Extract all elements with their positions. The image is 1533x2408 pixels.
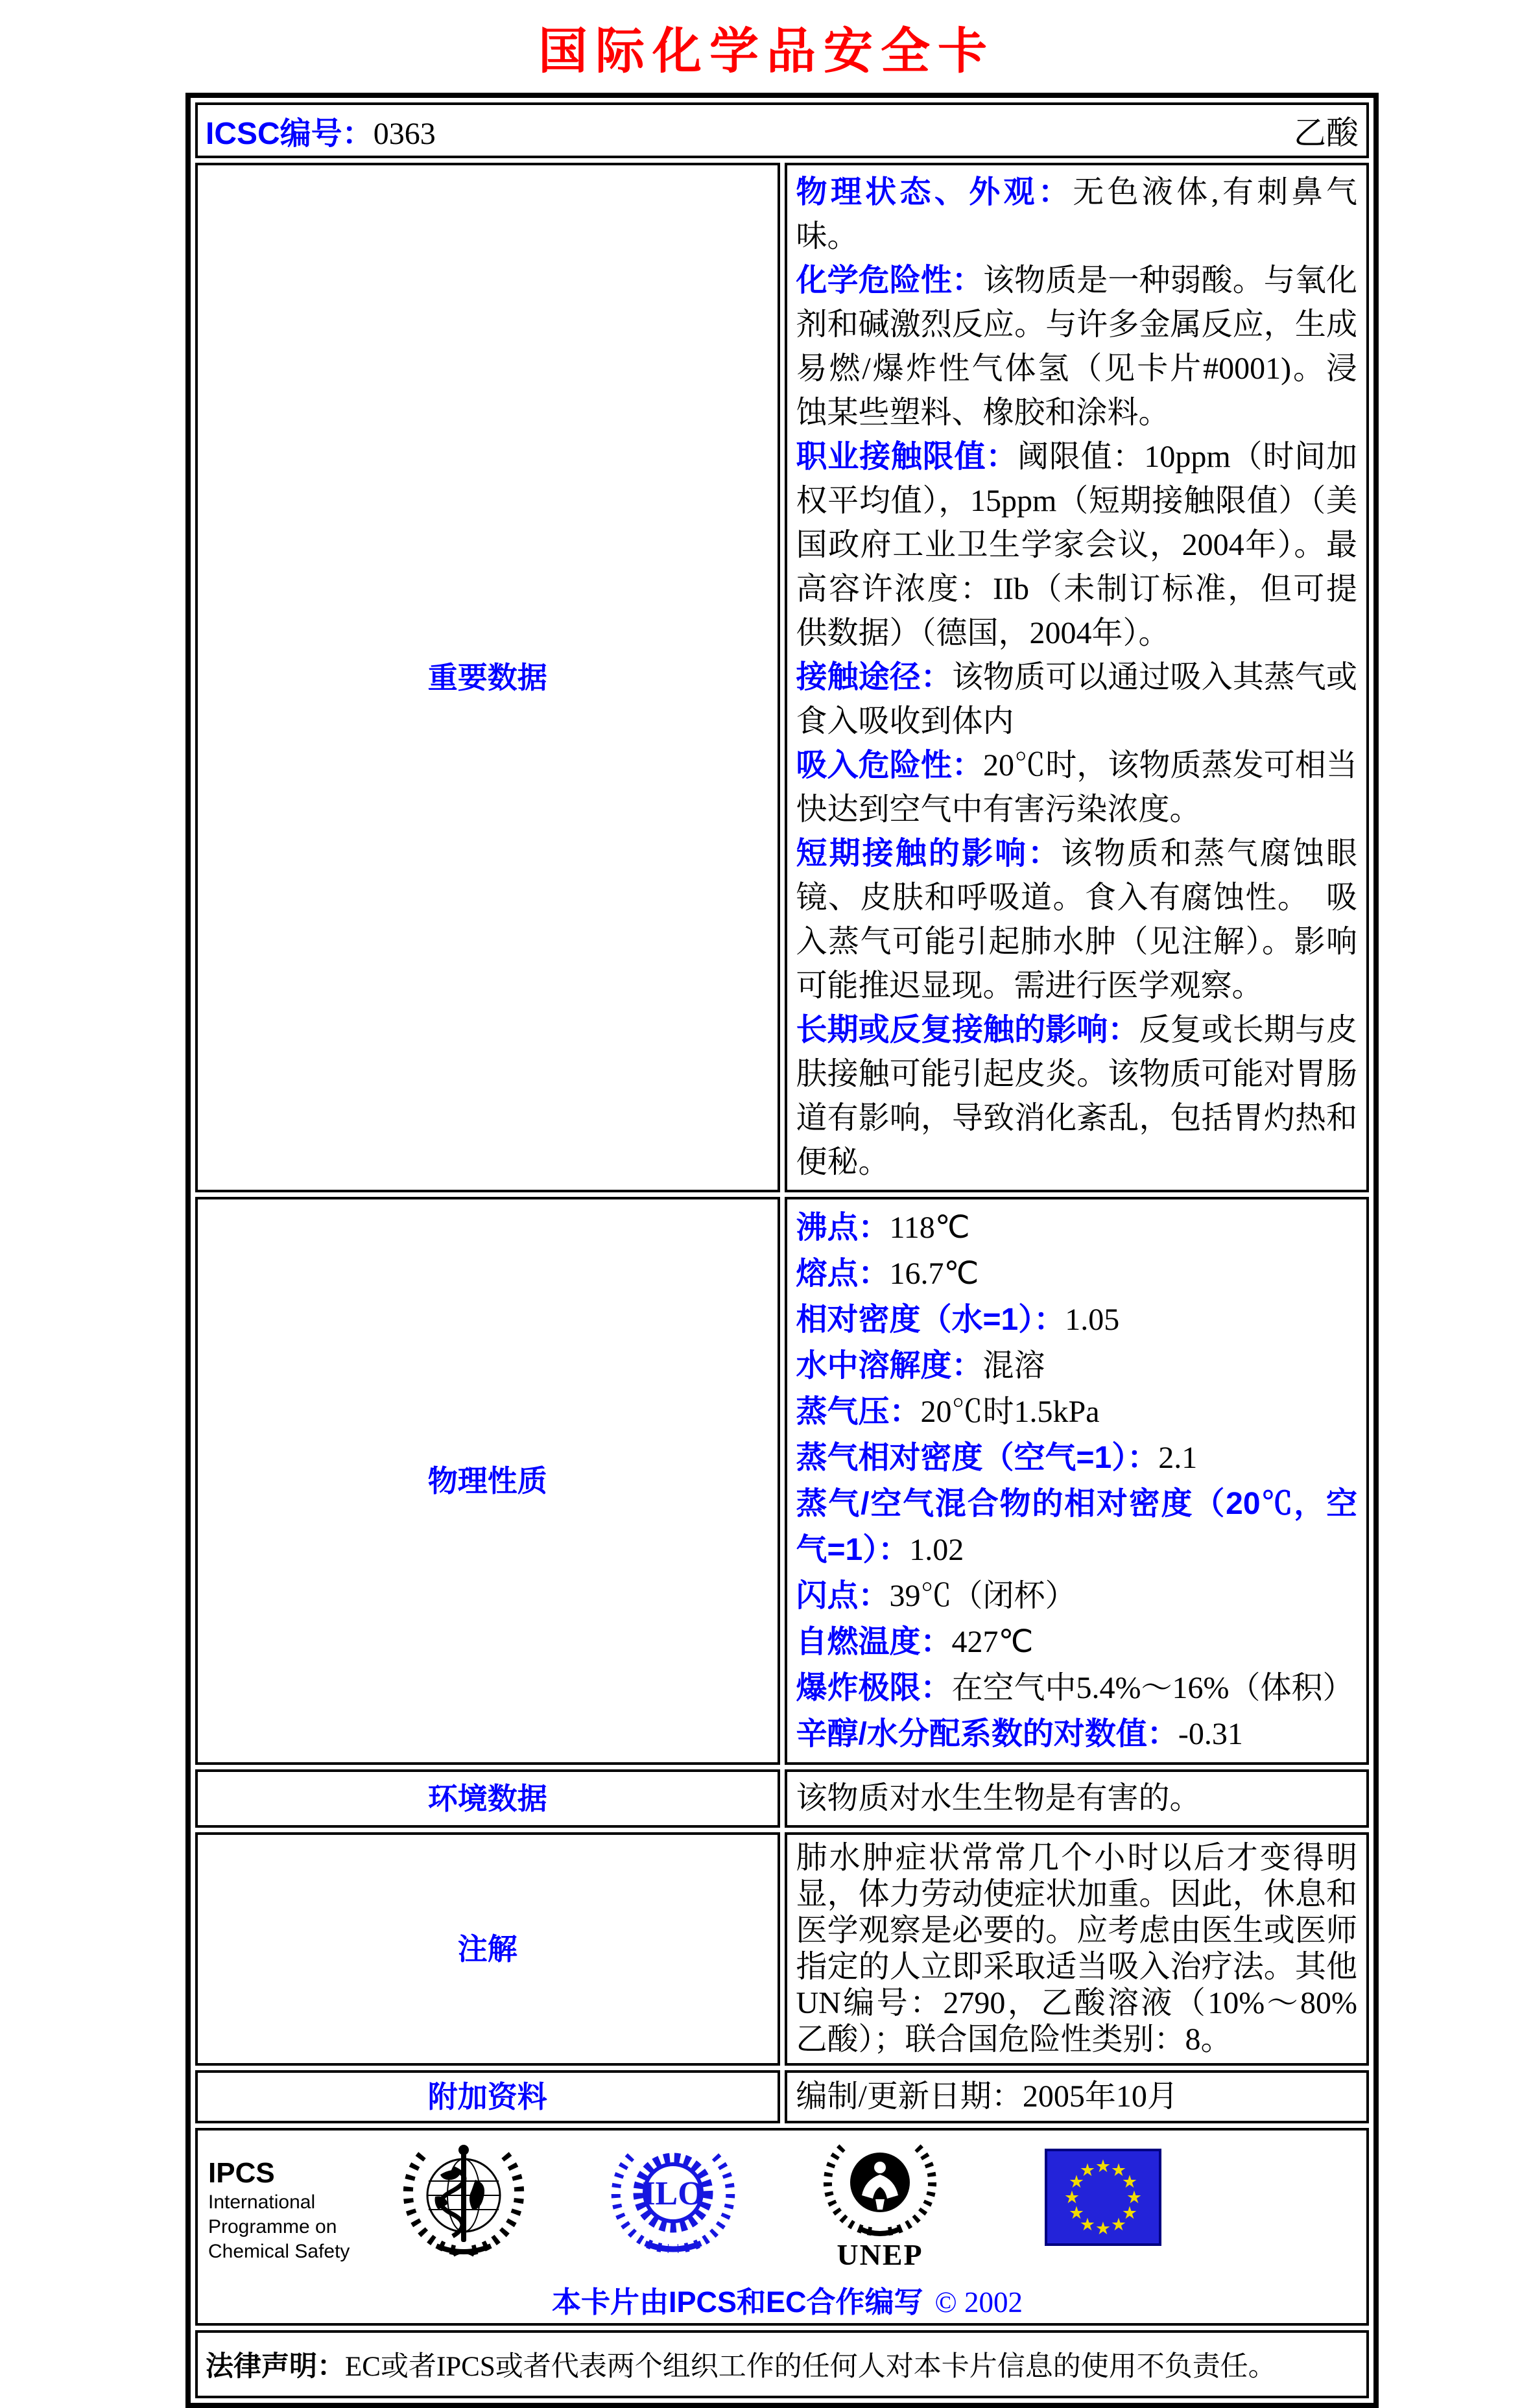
ilo-emblem-icon bbox=[612, 2134, 735, 2260]
who-emblem-icon bbox=[399, 2134, 529, 2265]
notes-row bbox=[195, 1832, 1369, 2066]
item-label: 短期接触的影响： bbox=[796, 836, 1062, 871]
svg-text:★: ★ bbox=[1095, 2156, 1111, 2177]
item-label: 化学危险性： bbox=[796, 263, 984, 298]
property-line bbox=[796, 1389, 1358, 1435]
unep-emblem-icon bbox=[824, 2134, 936, 2272]
property-label: 辛醇/水分配系数的对数值： bbox=[796, 1717, 1178, 1751]
important-item bbox=[796, 832, 1358, 1008]
item-label: 接触途径： bbox=[796, 660, 952, 694]
ipcs-subtitle-line: Programme on bbox=[208, 2216, 337, 2237]
legal-label: 法律声明： bbox=[206, 2351, 345, 2382]
cooperation-caption bbox=[208, 2278, 1366, 2320]
physical-properties-row bbox=[195, 1197, 1369, 1765]
section-label-important-data: 重要数据 bbox=[195, 163, 780, 1192]
environmental-data-row bbox=[195, 1769, 1369, 1828]
item-text: 该物质和蒸气腐蚀眼镜、皮肤和呼吸道。食入有腐蚀性。 吸入蒸气可能引起肺水肿（见注解）。影响可能推迟显现。需进行医学观察。 bbox=[796, 836, 1357, 1003]
update-date-label: 编制/更新日期： bbox=[796, 2079, 1023, 2114]
legal-row bbox=[195, 2330, 1369, 2398]
property-line bbox=[796, 1711, 1358, 1757]
ipcs-text-block bbox=[208, 2134, 394, 2264]
important-item bbox=[796, 744, 1358, 832]
property-line bbox=[796, 1573, 1358, 1619]
item-text: 20℃时，该物质蒸发可相当快达到空气中有害污染浓度。 bbox=[796, 748, 1357, 827]
important-data-content bbox=[785, 163, 1370, 1192]
svg-text:★: ★ bbox=[1110, 2215, 1127, 2235]
property-value: 16.7℃ bbox=[889, 1257, 979, 1291]
update-date-value: 2005年10月 bbox=[1022, 2079, 1178, 2114]
property-label: 自燃温度： bbox=[796, 1625, 952, 1659]
important-item bbox=[796, 259, 1358, 435]
property-value: 20℃时1.5kPa bbox=[920, 1395, 1100, 1429]
page-title: 国际化学品安全卡 bbox=[538, 24, 995, 79]
icsc-card-table bbox=[185, 93, 1379, 2408]
logos-row bbox=[195, 2128, 1369, 2326]
notes-text: 肺水肿症状常常几个小时以后才变得明显，体力劳动使症状加重。因此，休息和医学观察是必要的。应考虑由医生或医师指定的人立即采取适当吸入治疗法。其他UN编号：2790，乙酸溶液（10%～80%乙酸）；联合国危险性类别：8。 bbox=[796, 1841, 1357, 2057]
svg-text:★: ★ bbox=[1126, 2188, 1143, 2208]
property-line bbox=[796, 1481, 1358, 1573]
icsc-number-label: ICSC编号： bbox=[206, 116, 374, 151]
property-label: 熔点： bbox=[796, 1257, 890, 1291]
property-line bbox=[796, 1251, 1358, 1297]
svg-text:★: ★ bbox=[1079, 2215, 1096, 2235]
item-label: 吸入危险性： bbox=[796, 748, 984, 783]
item-label: 长期或反复接触的影响： bbox=[796, 1013, 1139, 1047]
environmental-data-content bbox=[785, 1769, 1370, 1828]
header-cell bbox=[195, 102, 1369, 158]
property-line bbox=[796, 1343, 1358, 1389]
property-value: 427℃ bbox=[951, 1625, 1034, 1659]
property-label: 爆炸极限： bbox=[796, 1671, 952, 1705]
environmental-text: 该物质对水生生物是有害的。 bbox=[796, 1781, 1201, 1815]
important-item bbox=[796, 1008, 1358, 1185]
svg-text:★: ★ bbox=[1064, 2188, 1080, 2208]
svg-text:★: ★ bbox=[1068, 2172, 1085, 2192]
property-value: 在空气中5.4%～16%（体积） bbox=[951, 1671, 1354, 1705]
property-value: 1.02 bbox=[909, 1533, 964, 1567]
property-value: 39℃（闭杯） bbox=[889, 1579, 1076, 1613]
svg-text:★: ★ bbox=[1121, 2172, 1138, 2192]
legal-cell bbox=[195, 2330, 1369, 2398]
property-label: 相对密度（水=1）： bbox=[796, 1303, 1065, 1337]
logos-cell bbox=[195, 2128, 1369, 2326]
important-item bbox=[796, 435, 1358, 655]
ipcs-subtitle-line: International bbox=[208, 2191, 316, 2213]
icsc-number-group bbox=[206, 108, 436, 153]
property-label: 沸点： bbox=[796, 1210, 890, 1245]
important-data-row bbox=[195, 163, 1369, 1192]
property-label: 蒸气/空气混合物的相对密度（20℃，空气=1）： bbox=[796, 1487, 1357, 1567]
svg-text:★: ★ bbox=[1079, 2160, 1096, 2180]
additional-info-line bbox=[796, 2078, 1358, 2116]
property-label: 闪点： bbox=[796, 1579, 890, 1613]
property-value: 118℃ bbox=[889, 1210, 970, 1245]
property-line bbox=[796, 1205, 1358, 1251]
additional-info-row bbox=[195, 2070, 1369, 2123]
property-line bbox=[796, 1435, 1358, 1481]
important-item bbox=[796, 171, 1358, 259]
property-value: 1.05 bbox=[1065, 1303, 1120, 1337]
unep-label: UNEP bbox=[837, 2238, 923, 2271]
header-row bbox=[195, 102, 1369, 158]
ipcs-title: IPCS bbox=[208, 2157, 275, 2189]
caption-text: 本卡片由IPCS和EC合作编写 bbox=[552, 2285, 923, 2319]
additional-info-content bbox=[785, 2070, 1370, 2123]
property-value: 2.1 bbox=[1158, 1441, 1198, 1475]
property-line bbox=[796, 1619, 1358, 1665]
section-label-notes: 注解 bbox=[195, 1832, 780, 2066]
property-line bbox=[796, 1297, 1358, 1343]
notes-content bbox=[785, 1832, 1370, 2066]
item-label: 物理状态、外观： bbox=[796, 175, 1073, 209]
section-label-environmental-data: 环境数据 bbox=[195, 1769, 780, 1828]
copyright-text: © 2002 bbox=[934, 2286, 1023, 2319]
important-item bbox=[796, 655, 1358, 744]
item-label: 职业接触限值： bbox=[796, 440, 1018, 474]
legal-text: EC或者IPCS或者代表两个组织工作的任何人对本卡片信息的使用不负责任。 bbox=[345, 2352, 1276, 2382]
item-text: 无色液体,有刺鼻气味。 bbox=[796, 175, 1357, 254]
svg-text:★: ★ bbox=[1068, 2203, 1085, 2223]
property-label: 蒸气压： bbox=[796, 1395, 921, 1429]
chemical-name: 乙酸 bbox=[1294, 115, 1359, 151]
property-label: 蒸气相对密度（空气=1）： bbox=[796, 1441, 1159, 1475]
icsc-number-value: 0363 bbox=[373, 116, 436, 151]
property-value: 混溶 bbox=[982, 1349, 1045, 1383]
svg-text:★: ★ bbox=[1121, 2203, 1138, 2223]
svg-text:★: ★ bbox=[1095, 2219, 1111, 2239]
section-label-additional-info: 附加资料 bbox=[195, 2070, 780, 2123]
physical-properties-content bbox=[785, 1197, 1370, 1765]
item-text: 反复或长期与皮肤接触可能引起皮炎。该物质可能对胃肠道有影响，导致消化紊乱，包括胃灼热和便秘。 bbox=[796, 1013, 1357, 1179]
ilo-letters: ILO bbox=[642, 2175, 704, 2212]
eu-flag-icon bbox=[1045, 2134, 1161, 2249]
svg-text:★: ★ bbox=[1110, 2160, 1127, 2180]
property-line bbox=[796, 1665, 1358, 1711]
property-label: 水中溶解度： bbox=[796, 1349, 983, 1383]
section-label-physical-properties: 物理性质 bbox=[195, 1197, 780, 1765]
item-text: 该物质可以通过吸入其蒸气或食入吸收到体内 bbox=[796, 660, 1357, 738]
item-text: 阈限值：10ppm（时间加权平均值），15ppm（短期接触限值）（美国政府工业卫生学家会议，2004年）。最高容许浓度：IIb（未制订标准，但可提供数据）（德国，2004年）。 bbox=[796, 440, 1357, 650]
item-text: 该物质是一种弱酸。与氧化剂和碱激烈反应。与许多金属反应，生成易燃/爆炸性气体氢（见卡片#0001)。浸蚀某些塑料、橡胶和涂料。 bbox=[796, 263, 1357, 430]
property-value: -0.31 bbox=[1178, 1717, 1243, 1751]
ipcs-subtitle-line: Chemical Safety bbox=[208, 2241, 350, 2262]
